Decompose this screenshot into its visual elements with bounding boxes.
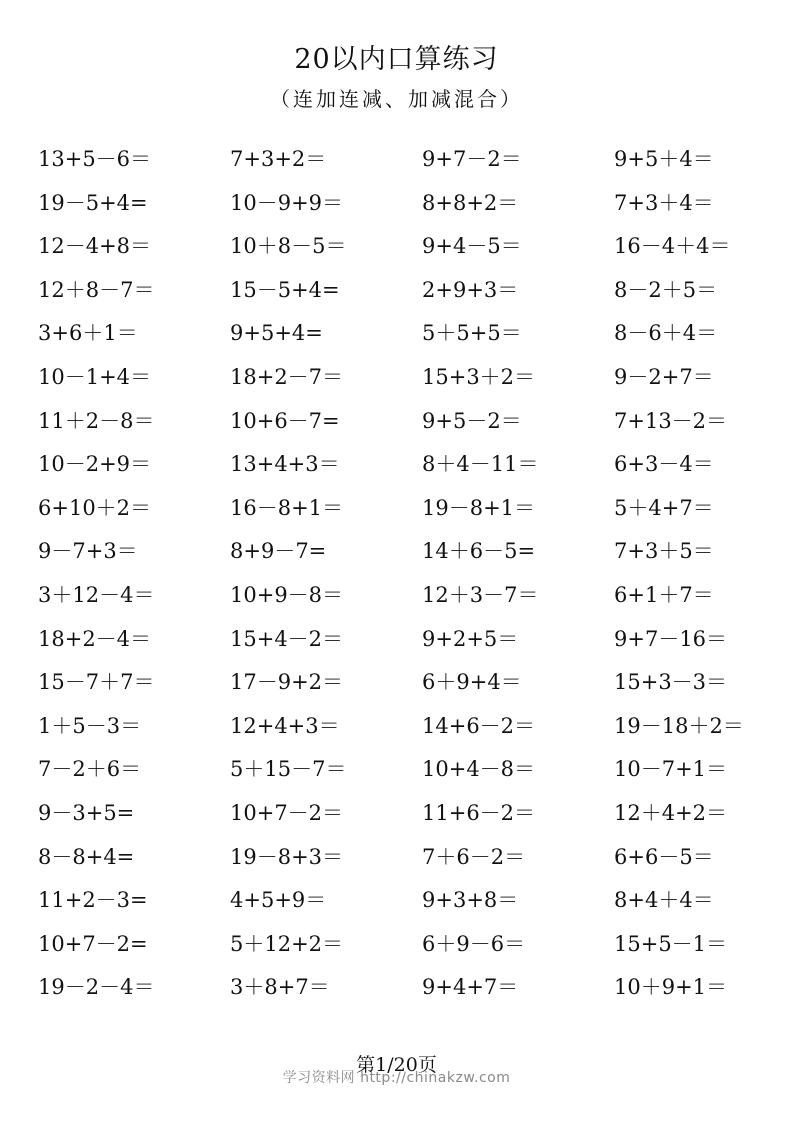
arithmetic-problem: 5＋15－7＝ <box>230 757 347 782</box>
arithmetic-problem: 4+5+9＝ <box>230 888 327 913</box>
arithmetic-problem: 9+5－2＝ <box>422 408 522 433</box>
arithmetic-problem: 14+6－2＝ <box>422 713 536 738</box>
arithmetic-problem: 19－8+1＝ <box>422 495 536 520</box>
arithmetic-problem: 9+3+8＝ <box>422 888 519 913</box>
arithmetic-problem: 15+4－2＝ <box>230 626 344 651</box>
arithmetic-problem: 9+7－16＝ <box>614 626 728 651</box>
arithmetic-problem: 11+2－3= <box>38 888 148 913</box>
arithmetic-problem: 3+6＋1＝ <box>38 321 138 346</box>
arithmetic-problem: 9+7－2＝ <box>422 147 522 171</box>
arithmetic-problem: 5＋12+2＝ <box>230 931 344 956</box>
problem-grid <box>38 138 790 1010</box>
arithmetic-problem: 10－9+9＝ <box>230 190 344 215</box>
arithmetic-problem: 8+9－7= <box>230 539 327 564</box>
arithmetic-problem: 18+2－7＝ <box>230 364 344 389</box>
arithmetic-problem: 15－5+4= <box>230 277 340 302</box>
arithmetic-problem: 15－7＋7＝ <box>38 670 155 695</box>
arithmetic-problem: 9－2+7＝ <box>614 364 714 389</box>
arithmetic-problem: 19－5+4= <box>38 190 148 215</box>
arithmetic-problem: 10+9－8＝ <box>230 582 344 607</box>
arithmetic-problem: 10+7－2= <box>38 931 148 956</box>
arithmetic-problem: 9+5+4= <box>230 321 323 346</box>
arithmetic-problem: 12+4+3＝ <box>230 713 340 738</box>
arithmetic-problem: 7－2＋6＝ <box>38 757 142 782</box>
arithmetic-problem: 7＋6－2＝ <box>422 844 526 869</box>
arithmetic-problem: 10+7－2＝ <box>230 800 344 825</box>
arithmetic-problem: 7+13－2＝ <box>614 408 728 433</box>
arithmetic-problem: 19－18＋2＝ <box>614 713 744 738</box>
page-title: 20以内口算练习 <box>294 44 499 75</box>
arithmetic-problem: 10+6－7= <box>230 408 340 433</box>
arithmetic-problem: 12＋3－7＝ <box>422 582 539 607</box>
arithmetic-problem: 9－7+3＝ <box>38 539 138 564</box>
arithmetic-problem: 10－7+1＝ <box>614 757 728 782</box>
arithmetic-problem: 6+10＋2＝ <box>38 495 152 520</box>
arithmetic-problem: 14＋6－5= <box>422 539 536 564</box>
arithmetic-problem: 10＋9+1＝ <box>614 975 728 1000</box>
arithmetic-problem: 16－4＋4＝ <box>614 234 731 259</box>
arithmetic-problem: 6+1＋7＝ <box>614 582 714 607</box>
arithmetic-problem: 8+4＋4＝ <box>614 888 714 913</box>
arithmetic-problem: 8－6＋4＝ <box>614 321 718 346</box>
arithmetic-problem: 13+5－6＝ <box>38 147 152 171</box>
arithmetic-problem: 6+6－5＝ <box>614 844 714 869</box>
arithmetic-problem: 9+4－5＝ <box>422 234 522 259</box>
arithmetic-problem: 10－2+9＝ <box>38 452 152 477</box>
arithmetic-problem: 8－8+4= <box>38 844 135 869</box>
arithmetic-problem: 10+4－8＝ <box>422 757 536 782</box>
arithmetic-problem: 6＋9－6＝ <box>422 931 526 956</box>
arithmetic-problem: 6+3－4＝ <box>614 452 714 477</box>
arithmetic-problem: 3＋8+7＝ <box>230 975 330 1000</box>
page-subtitle: （连加连减、加减混合） <box>270 87 523 111</box>
arithmetic-problem: 1＋5－3＝ <box>38 713 142 738</box>
arithmetic-problem: 8－2＋5＝ <box>614 277 718 302</box>
arithmetic-problem: 16－8+1＝ <box>230 495 344 520</box>
arithmetic-problem: 9－3+5= <box>38 800 135 825</box>
arithmetic-problem: 15+5－1＝ <box>614 931 728 956</box>
arithmetic-problem: 12－4+8＝ <box>38 234 152 259</box>
arithmetic-problem: 3＋12－4＝ <box>38 582 155 607</box>
watermark-text: 学习资料网 http://chinakzw.com <box>282 1070 511 1086</box>
arithmetic-problem: 19－2－4＝ <box>38 975 155 1000</box>
arithmetic-problem: 8+8+2＝ <box>422 190 519 215</box>
arithmetic-problem: 18+2－4＝ <box>38 626 152 651</box>
arithmetic-problem: 5＋4+7＝ <box>614 495 714 520</box>
arithmetic-problem: 7+3＋5＝ <box>614 539 714 564</box>
arithmetic-problem: 17－9+2＝ <box>230 670 344 695</box>
arithmetic-problem: 8＋4－11＝ <box>422 452 539 477</box>
arithmetic-problem: 10＋8－5＝ <box>230 234 347 259</box>
arithmetic-problem: 9+4+7＝ <box>422 975 519 1000</box>
arithmetic-problem: 15+3＋2＝ <box>422 364 536 389</box>
arithmetic-problem: 2+9+3＝ <box>422 277 519 302</box>
arithmetic-problem: 19－8+3＝ <box>230 844 344 869</box>
arithmetic-problem: 12＋4+2＝ <box>614 800 728 825</box>
arithmetic-problem: 9+5＋4＝ <box>614 147 714 171</box>
arithmetic-problem: 11＋2－8＝ <box>38 408 155 433</box>
page-number: 第1/20页 <box>356 1054 437 1076</box>
arithmetic-problem: 6＋9+4＝ <box>422 670 522 695</box>
arithmetic-problem: 15+3－3＝ <box>614 670 728 695</box>
arithmetic-problem: 10－1+4＝ <box>38 364 152 389</box>
arithmetic-problem: 11+6－2＝ <box>422 800 536 825</box>
arithmetic-problem: 7+3＋4＝ <box>614 190 714 215</box>
arithmetic-problem: 12＋8－7＝ <box>38 277 155 302</box>
arithmetic-problem: 7+3+2＝ <box>230 147 327 171</box>
arithmetic-problem: 13+4+3＝ <box>230 452 340 477</box>
arithmetic-problem: 9+2+5＝ <box>422 626 519 651</box>
arithmetic-problem: 5＋5+5＝ <box>422 321 522 346</box>
